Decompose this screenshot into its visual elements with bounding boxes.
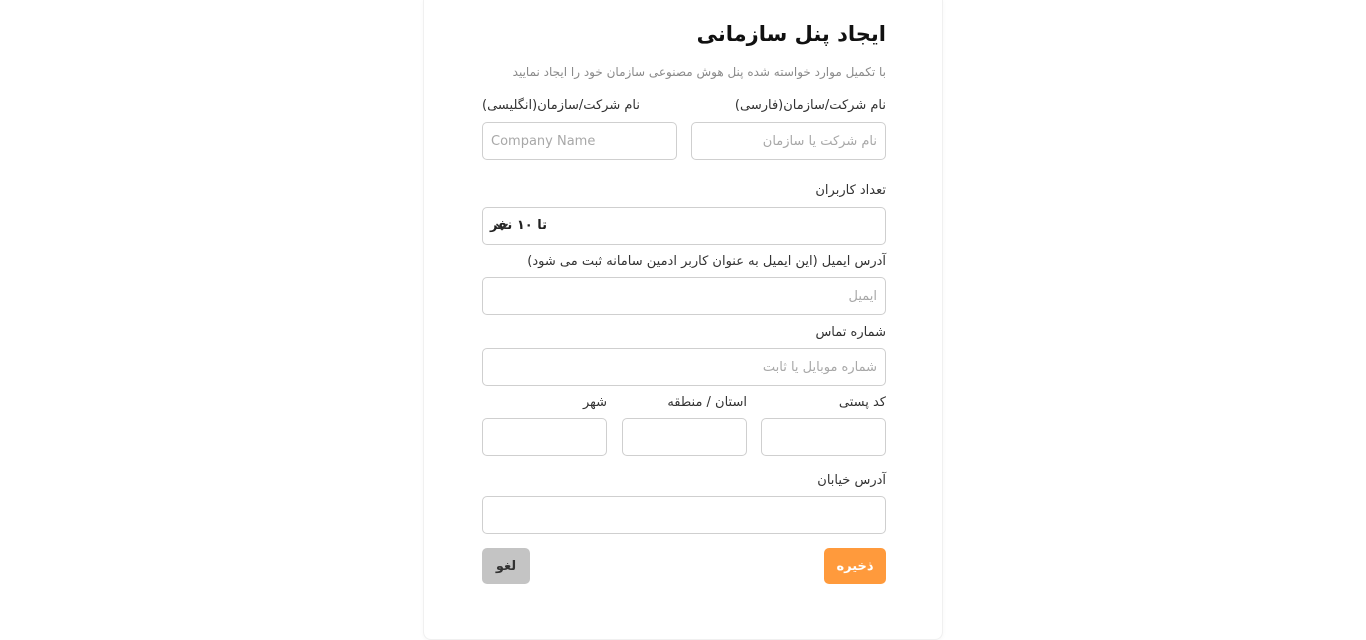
phone-label: شماره تماس	[815, 325, 886, 340]
phone-input[interactable]	[482, 348, 886, 386]
company-name-en-input[interactable]	[482, 122, 677, 160]
chevron-down-icon	[495, 220, 509, 234]
cancel-button[interactable]: لغو	[482, 548, 530, 584]
user-count-selected-value: تا ۱۰ نفر	[489, 218, 547, 233]
page-subtitle: با تکمیل موارد خواسته شده پنل هوش مصنوعی سازمان خود را ایجاد نمایید	[512, 65, 886, 79]
company-name-fa-label: نام شرکت/سازمان(فارسی)	[734, 98, 886, 113]
user-count-label: تعداد کاربران	[815, 183, 886, 198]
company-name-fa-input[interactable]	[691, 122, 886, 160]
street-address-label: آدرس خیابان	[817, 473, 886, 488]
postal-code-label: کد پستی	[838, 395, 886, 410]
province-label: استان / منطقه	[667, 395, 747, 410]
city-input[interactable]	[482, 418, 607, 456]
create-panel-card	[423, 0, 943, 640]
company-name-en-label: نام شرکت/سازمان(انگلیسی)	[482, 98, 640, 113]
province-input[interactable]	[622, 418, 747, 456]
city-label: شهر	[582, 395, 607, 410]
postal-code-input[interactable]	[761, 418, 886, 456]
save-button[interactable]: ذخیره	[824, 548, 886, 584]
email-label: آدرس ایمیل (این ایمیل به عنوان کاربر ادمین سامانه ثبت می شود)	[527, 254, 886, 269]
page-title: ایجاد پنل سازمانی	[696, 22, 886, 46]
user-count-select[interactable]	[482, 207, 886, 245]
street-address-input[interactable]	[482, 496, 886, 534]
email-input[interactable]	[482, 277, 886, 315]
